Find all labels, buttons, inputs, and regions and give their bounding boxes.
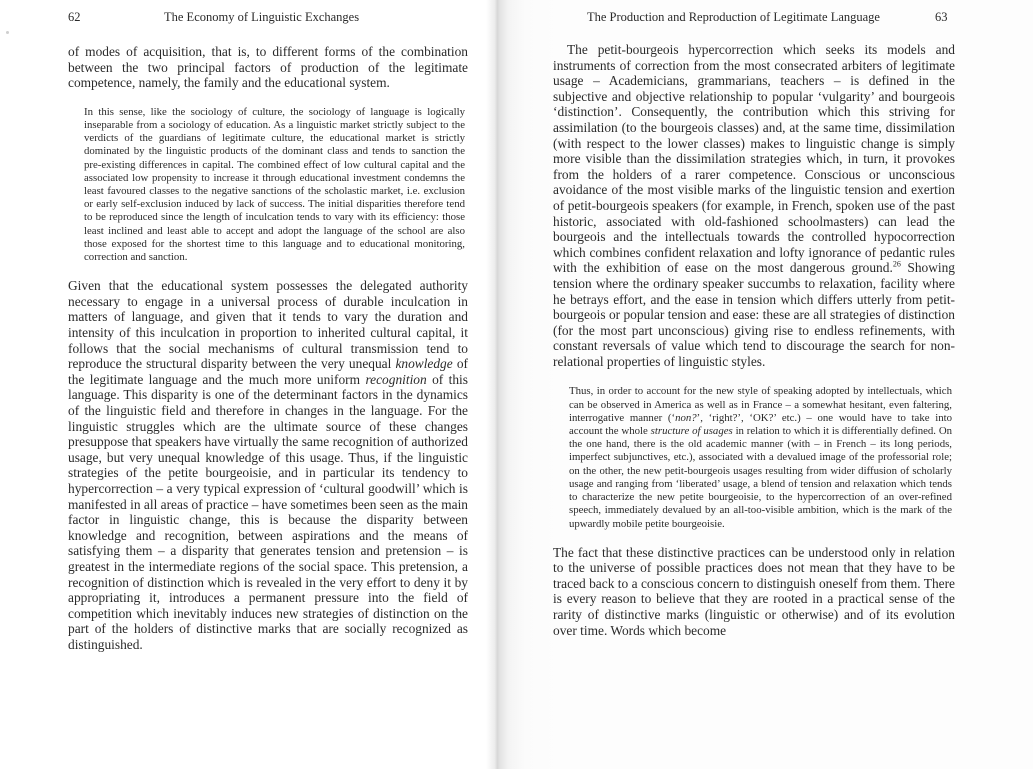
left-page-text: [68, 44, 468, 652]
indented-note: [553, 385, 955, 530]
continued-paragraph: of modes of acquisition, that is, to different forms of the combination between the two principal factors of production of the legitimate competence, namely, the family and the educational system.: [68, 44, 468, 91]
left-page: [0, 0, 497, 769]
note-text: in relation to which it is differentially defined. On the one hand, there is the old academic manner (with – in French – its long periods, imperfect subjunctives, etc.), associated with a devalued image of the professorial role; on the other, the new petit-bourgeois usages resulting from wider diffusion of scholarly usage and ranging from ‘liberated’ usage, a blend of tension and relaxation which tends to characterize the new petite bourgeoisie, to the hypercorrection of an over-refined speech, immediately devalued by an all-too-visible ambition, which is the mark of the upwardly mobile petite bourgeoisie.: [569, 425, 953, 530]
emphasis-recognition: recognition: [365, 371, 427, 387]
hypercorrection-paragraph: [553, 42, 955, 369]
main-paragraph-text: Given that the educational system possesses the delegated authority necessary to engage in a universal process of durable inculcation in matters of language, and given that it tends to vary the duration and intensity of this inculcation in proportion to inherited cultural capital, it follows that the social mechanisms of cultural transmission tend to reproduce the structural disparity between the very unequal: [68, 278, 468, 372]
running-head-left: The Economy of Linguistic Exchanges: [164, 10, 360, 24]
note-text: ’, ‘right?’, ‘OK?’ etc.) – one would have to take into account the whole: [569, 411, 952, 438]
footnote-reference: 26: [892, 259, 901, 269]
main-paragraph: [68, 278, 468, 652]
paragraph-text: Showing tension where the ordinary speaker succumbs to relaxation, facility where he betrays effort, and the ease in tension which differs utterly from petit-bourgeois or popular tension and ease: these are all strategies of distinction (for the most part unconscious) giving rise to endless refinements, with constant reversals of value which tend to discourage the search for non-relational properties of linguistic styles.: [553, 260, 955, 369]
paragraph-text: The petit-bourgeois hypercorrection which seeks its models and instruments of correction from the most consecrated arbiters of legitimate usage – Academicians, grammarians, teachers – is defined in the subjective and objective relationship to popular ‘vulgarity’ and bourgeois ‘distinction’. Consequently, the contribution which this striving for assimilation (to the bourgeois classes) and, at the same time, dissimilation (with respect to the lower classes) makes to linguistic change is simply more visible than the dissimilation strategies which, in turn, it provokes from the holders of a rarer competence. Conscious or unconscious avoidance of the most visible marks of the linguistic tension and exertion of petit-bourgeois speakers (for example, in French, spoken use of the past historic, associated with old-fashioned schoolmasters) can lead the bourgeois and the intellectuals towards the controlled hypocorrection which combines confident relaxation and lofty ignorance of pedantic rules with the exhibition of ease on the most dangerous ground.: [553, 42, 955, 276]
right-page: [497, 0, 1033, 769]
book-gutter: [486, 0, 508, 769]
indented-note: In this sense, like the sociology of culture, the sociology of language is logically inseparable from a sociology of education. As a linguistic market strictly subject to the verdicts of the guardians of legitimate culture, the educational market is strictly dominated by the linguistic products of the dominant class and tends to sanction the pre-existing differences in capital. The combined effect of low cultural capital and the associated low propensity to increase it through educational investment condemns the least favoured classes to the negative sanctions of the scholastic market, i.e. exclusion or early self-exclusion induced by lack of success. The initial disparities therefore tend to be reproduced since the length of inculcation tends to vary with its efficiency: those least inclined and least able to accept and adopt the language of the school are also those exposed for the shortest time to this language and to educational monitoring, correction and sanction.: [84, 105, 465, 264]
main-paragraph-text: of the legitimate language and the much more uniform: [68, 356, 468, 387]
right-page-text: [553, 42, 955, 638]
emphasis-knowledge: knowledge: [395, 356, 453, 372]
distinctive-practices-paragraph: The fact that these distinctive practices can be understood only in relation to the universe of possible practices does not mean that they have to be traced back to a conscious concern to distinguish oneself from them. There is every reason to believe that they are rooted in a practical sense of the rarity of distinctive marks (linguistic or otherwise) and of its evolution over time. Words which become: [553, 544, 955, 638]
emphasis-non: non?: [675, 411, 697, 424]
running-head-right: The Production and Reproduction of Legitimate Language: [587, 10, 880, 24]
emphasis-structure-of-usages: structure of usages: [650, 425, 733, 438]
page-number-left: 62: [68, 10, 81, 24]
paper-speck: [6, 31, 9, 34]
main-paragraph-text: of this language. This disparity is one of the determinant factors in the dynamics of the linguistic field and therefore in changes in the language. For the linguistic struggles which are the ultimate source of these changes presuppose that speakers have virtually the same recognition of authorized usage, but very unequal knowledge of this usage. Thus, if the linguistic strategies of the petite bourgeoisie, and in particular its tendency to hypercorrection – a very typical expression of ‘cultural goodwill’ which is manifested in all areas of practice – have sometimes been seen as the main factor in linguistic change, this is because the disparity between knowledge and recognition, between aspirations and the means of satisfying them – a disparity that generates tension and pretension – is greatest in the intermediate regions of the social space. This pretension, a recognition of distinction which is revealed in the very effort to deny it by appropriating it, introduces a permanent pressure into the field of competition which inevitably induces new strategies of distinction on the part of the holders of distinctive marks that are socially recognized as distinguished.: [68, 371, 468, 652]
page-number-right: 63: [935, 10, 948, 24]
note-text: Thus, in order to account for the new style of speaking adopted by intellectuals, which can be observed in America as well as in France – a somewhat hesitant, even faltering, interrogative manner (‘: [569, 385, 952, 424]
